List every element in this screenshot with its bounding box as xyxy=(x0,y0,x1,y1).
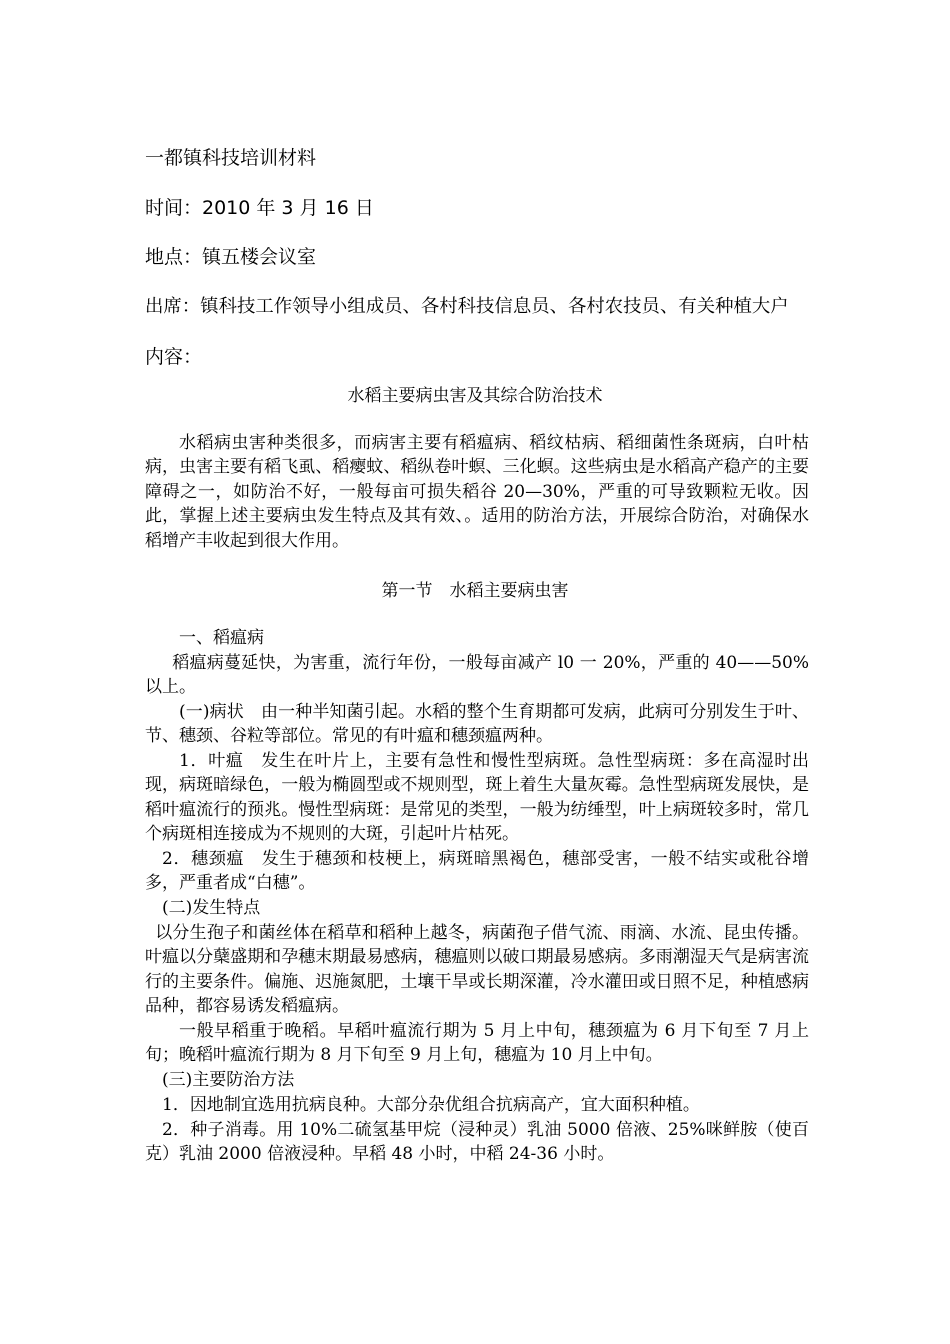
document-title: 一都镇科技培训材料 xyxy=(145,147,317,169)
paragraph: 一般早稻重于晚稻。早稻叶瘟流行期为 5 月上中旬，穗颈瘟为 6 月下旬至 7 月上旬；晚稻叶瘟流行期为 8 月下旬至 9 月上旬，穗瘟为 10 月上中旬。 xyxy=(145,1021,809,1066)
meeting-attendees: 出席：镇科技工作领导小组成员、各村科技信息员、各村农技员、有关种植大户 xyxy=(145,296,789,317)
paragraph: 2．穗颈瘟 发生于穗颈和枝梗上，病斑暗黑褐色，穗部受害，一般不结实或秕谷增多，严重者成“白穗”。 xyxy=(145,849,809,894)
paragraph: 1．因地制宜选用抗病良种。大部分杂优组合抗病高产，宜大面积种植。 xyxy=(162,1095,700,1115)
meeting-location: 地点：镇五楼会议室 xyxy=(145,246,317,268)
content-label: 内容： xyxy=(145,346,203,368)
article-title: 水稻主要病虫害及其综合防治技术 xyxy=(347,386,603,406)
subsection-heading: 一、稻瘟病 xyxy=(179,628,264,648)
paragraph: 稻瘟病蔓延快，为害重，流行年份，一般每亩减产 l0 一 20%，严重的 40——50%以上。 xyxy=(145,653,809,698)
meeting-time: 时间：2010 年 3 月 16 日 xyxy=(145,197,374,219)
paragraph: 以分生孢子和菌丝体在稻草和稻种上越冬，病菌孢子借气流、雨滴、水流、昆虫传播。叶瘟以分蘖盛期和孕穗末期最易感病，穗瘟则以破口期最易感病。多雨潮湿天气是病害流行的主要条件。偏施、迟施氮肥，土壤干旱或长期深灌，冷水灌田或日照不足，种植感病品种，都容易诱发稻瘟病。 xyxy=(145,923,809,1017)
paragraph: 1．叶瘟 发生在叶片上，主要有急性和慢性型病斑。急性型病斑：多在高湿时出现，病斑暗绿色，一般为椭圆型或不规则型，斑上着生大量灰霉。急性型病斑发展快，是稻叶瘟流行的预兆。慢性型病斑：是常见的类型，一般为纺缍型，叶上病斑较多时，常几个病斑相连接成为不规则的大斑，引起叶片枯死。 xyxy=(145,751,809,845)
paragraph: 2．种子消毒。用 10%二硫氢基甲烷（浸种灵）乳油 5000 倍液、25%咪鲜胺（使百克）乳油 2000 倍液浸种。早稻 48 小时，中稻 24-36 小时。 xyxy=(145,1120,809,1165)
paragraph: (一)病状 由一种半知菌引起。水稻的整个生育期都可发病，此病可分别发生于叶、节、穗颈、谷粒等部位。常见的有叶瘟和穗颈瘟两种。 xyxy=(145,702,809,747)
subsection-heading: (三)主要防治方法 xyxy=(162,1070,295,1090)
subsection-heading: (二)发生特点 xyxy=(162,898,261,918)
section-title: 第一节 水稻主要病虫害 xyxy=(381,581,569,601)
intro-paragraph: 水稻病虫害种类很多，而病害主要有稻瘟病、稻纹枯病、稻细菌性条斑病，白叶枯病，虫害主要有稻飞虱、稻瘿蚊、稻纵卷叶螟、三化螟。这些病虫是水稻高产稳产的主要障碍之一，如防治不好，一般每亩可损失稻谷 20—30%，严重的可导致颗粒无收。因此，掌握上述主要病虫发生特点及其有效、。适用的防治方法，开展综合防治，对确保水稻增产丰收起到很大作用。 xyxy=(145,433,809,551)
